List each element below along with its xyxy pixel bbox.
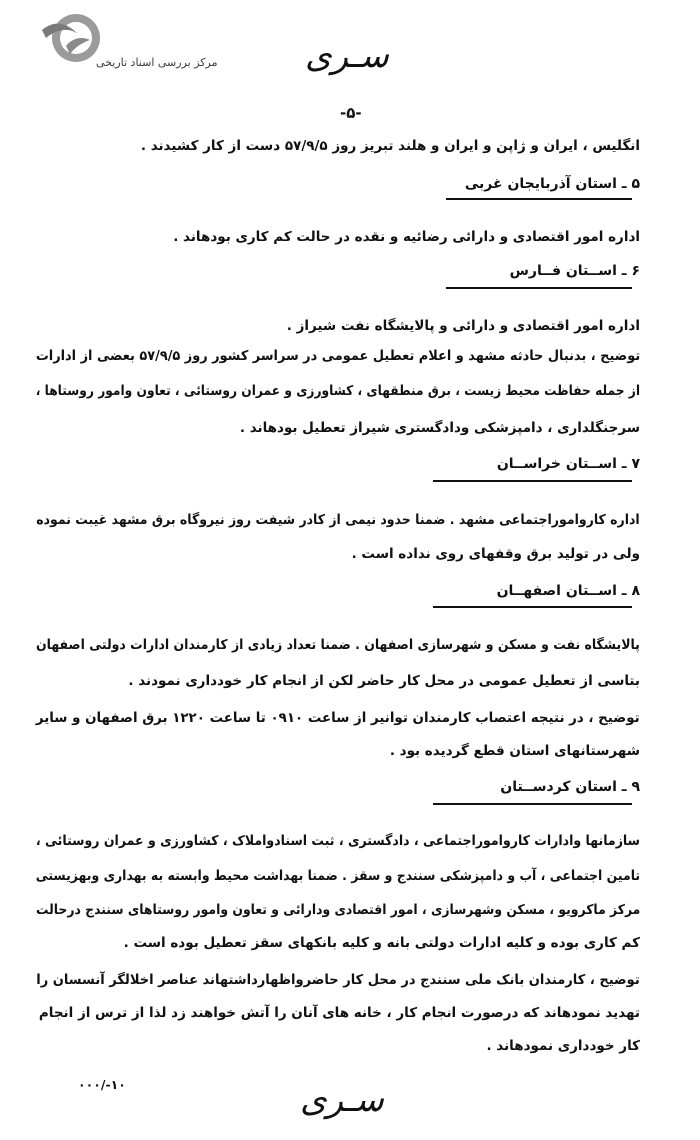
text-line: تامین اجتماعی ، آب و دامپزشکی سنندج و سقز . ضمنا بهداشت محیط وابسته به بهداری وبهزیستی	[35, 868, 640, 884]
heading-underline	[433, 803, 632, 805]
classification-top: سـری	[305, 36, 389, 76]
section-heading: ۷ ـ اســتان خراســان	[496, 456, 640, 472]
text-line: بتاسی از تعطیل عمومی در محل کار حاضر لکن از انجام کار خودداری نمودند .	[128, 673, 640, 689]
text-line: شهرستانهای استان قطع گردیده بود .	[389, 743, 640, 759]
section-heading: ۸ ـ اســتان اصفهــان	[496, 583, 640, 599]
logo-caption: مرکز بررسی اسناد تاریخی	[96, 56, 218, 69]
text-line: کار خودداری نمودهاند .	[486, 1038, 640, 1054]
text-line: مرکز ماکرویو ، مسکن وشهرسازی ، امور اقتصادی ودارائی و تعاون وامور روستاهای سنندج درحالت	[35, 902, 640, 918]
section-heading: ۶ ـ اســتان فــارس	[509, 263, 640, 279]
text-line: اداره امور اقتصادی و دارائی و پالایشگاه نفت شیراز .	[286, 318, 640, 334]
text-line: تهدید نمودهاند که درصورت انجام کار ، خانه های آنان را آتش خواهند زد لذا از ترس از انجام	[38, 1005, 640, 1021]
text-line: اداره کارواموراجتماعی مشهد . ضمنا حدود نیمی از کادر شیفت روز نیروگاه برق مشهد غیبت نموده	[36, 512, 640, 528]
heading-underline	[433, 480, 632, 482]
page-number: -۵-	[340, 104, 362, 122]
heading-underline	[433, 606, 632, 608]
text-line: کم کاری بوده و کلیه ادارات دولتی بانه و کلیه بانکهای سقز تعطیل بوده است .	[123, 935, 640, 951]
archive-logo-icon	[36, 12, 100, 64]
heading-underline	[446, 198, 632, 200]
text-line: ولی در تولید برق وقفهای روی نداده است .	[351, 546, 640, 562]
text-line: توضیح ، در نتیجه اعتصاب کارمندان توانیر از ساعت ۰۹۱۰ تا ساعت ۱۲۲۰ برق اصفهان و سایر	[36, 710, 640, 726]
text-line: سرجنگلداری ، دامپزشکی ودادگستری شیراز تعطیل بودهاند .	[239, 420, 640, 436]
text-line: انگلیس ، ایران و ژاپن و ایران و هلند تبریز روز ۵۷/۹/۵ دست از کار کشیدند .	[140, 138, 640, 154]
text-line: توضیح ، بدنبال حادثه مشهد و اعلام تعطیل عمومی در سراسر کشور روز ۵۷/۹/۵ بعضی از ادارات	[35, 348, 640, 364]
document-code: ۰۰۰/-۱۰	[78, 1077, 126, 1092]
classification-bottom: سـری	[300, 1080, 384, 1120]
section-heading: ۵ ـ استان آذربایجان غربی	[464, 176, 640, 192]
archive-logo	[36, 12, 100, 64]
heading-underline	[446, 287, 632, 289]
text-line: اداره امور اقتصادی و دارائی رضائیه و نقده در حالت کم کاری بودهاند .	[173, 229, 640, 245]
text-line: توضیح ، کارمندان بانک ملی سنندج در محل کار حاضرواظهارداشتهاند عناصر اخلالگر آنسسان را	[36, 972, 640, 988]
text-line: پالایشگاه نفت و مسکن و شهرسازی اصفهان . ضمنا تعداد زیادی از کارمندان ادارات دولتی اصفهان	[36, 637, 640, 653]
section-heading: ۹ ـ استان کردســتان	[500, 779, 640, 795]
text-line: سازمانها وادارات کارواموراجتماعی ، دادگستری ، ثبت اسنادواملاک ، کشاورزی و عمران روستائی ،	[35, 833, 640, 849]
text-line: از جمله حفاظت محیط زیست ، برق منطقهای ، کشاورزی و عمران روستائی ، تعاون وامور روستاها ،	[35, 383, 640, 399]
